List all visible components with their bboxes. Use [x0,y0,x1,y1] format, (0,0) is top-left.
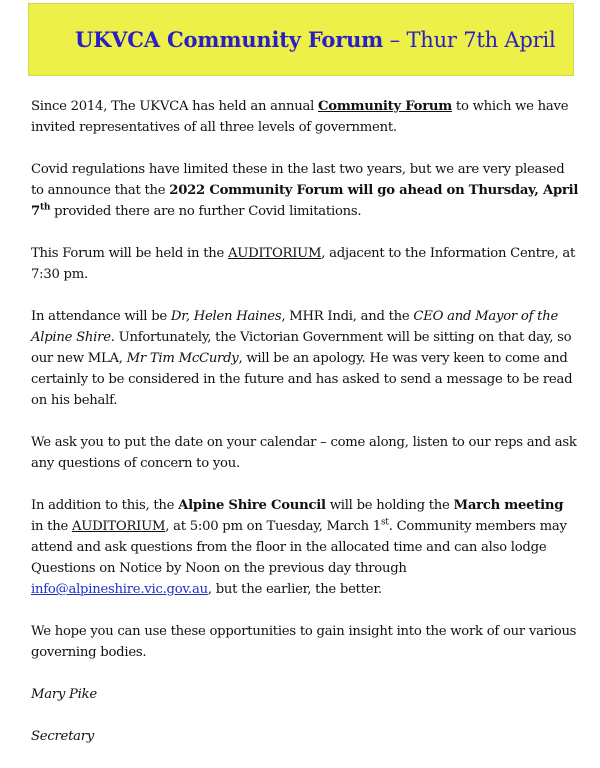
page-title [75,27,556,52]
attendee-name: CEO and Mayor of the Alpine Shire [31,309,558,345]
signature-role: Secretary [31,729,94,744]
text: , adjacent to the Information Centre, at 7:30 pm. [31,246,576,282]
text: provided there are no further Covid limitations. [50,204,362,219]
text: Since 2014, The UKVCA has held an annual [31,99,319,114]
text: . Unfortunately, the Victorian Government will be sitting on that day, so our new MLA, [31,330,572,366]
paragraph-council [31,495,579,600]
text: , will be an apology. He was very keen to come and certainly to be considered in the future and has asked to send a message to be read on his behalf. [31,351,573,408]
page-title-date: – Thur 7th April [383,28,556,52]
council-name: Alpine Shire Council [178,498,326,513]
text: Covid regulations have limited these in the last two years, but we are very pleased to announce that the [31,162,565,198]
text: , but the earlier, the better. [207,582,382,597]
ordinal-suffix: st [380,517,389,528]
council-email-link[interactable]: info@alpineshire.vic.gov.au [31,582,208,597]
ordinal-suffix: th [39,202,51,213]
document-body [31,96,579,768]
paragraph-covid [31,159,579,222]
text: In addition to this, the [31,498,179,513]
signature-name: Mary Pike [31,687,97,702]
text: We ask you to put the date on your calendar – come along, listen to our reps and ask any questions of concern to you. [31,435,577,471]
text: . Community members may attend and ask questions from the floor in the allocated time and can also lodge Questions on Notice by Noon on the previous day through [31,519,567,576]
forum-date-emphasis: 2022 Community Forum will go ahead on Thursday, April 7 [31,183,579,219]
text: will be holding the [325,498,454,513]
text: in the [31,519,72,534]
text: to which we have invited representatives of all three levels of government. [31,99,569,135]
text: We hope you can use these opportunities to gain insight into the work of our various governing bodies. [31,624,577,660]
meeting-name: March meeting [453,498,564,513]
paragraph-intro [31,96,579,138]
text: This Forum will be held in the [31,246,228,261]
text: In attendance will be [31,309,171,324]
text: , MHR Indi, and the [281,309,414,324]
paragraph-invite [31,432,579,474]
text: , at 5:00 pm on Tuesday, March 1 [165,519,381,534]
title-banner [28,3,574,76]
paragraph-venue [31,243,579,285]
community-forum-emphasis: Community Forum [318,99,452,114]
page-title-strong: UKVCA Community Forum [75,27,384,52]
paragraph-closing [31,621,579,663]
attendee-name: Mr Tim McCurdy [126,351,239,366]
auditorium-label: AUDITORIUM [228,246,322,261]
paragraph-attendance [31,306,579,411]
auditorium-label: AUDITORIUM [71,519,166,534]
attendee-name: Dr, Helen Haines [170,309,282,324]
